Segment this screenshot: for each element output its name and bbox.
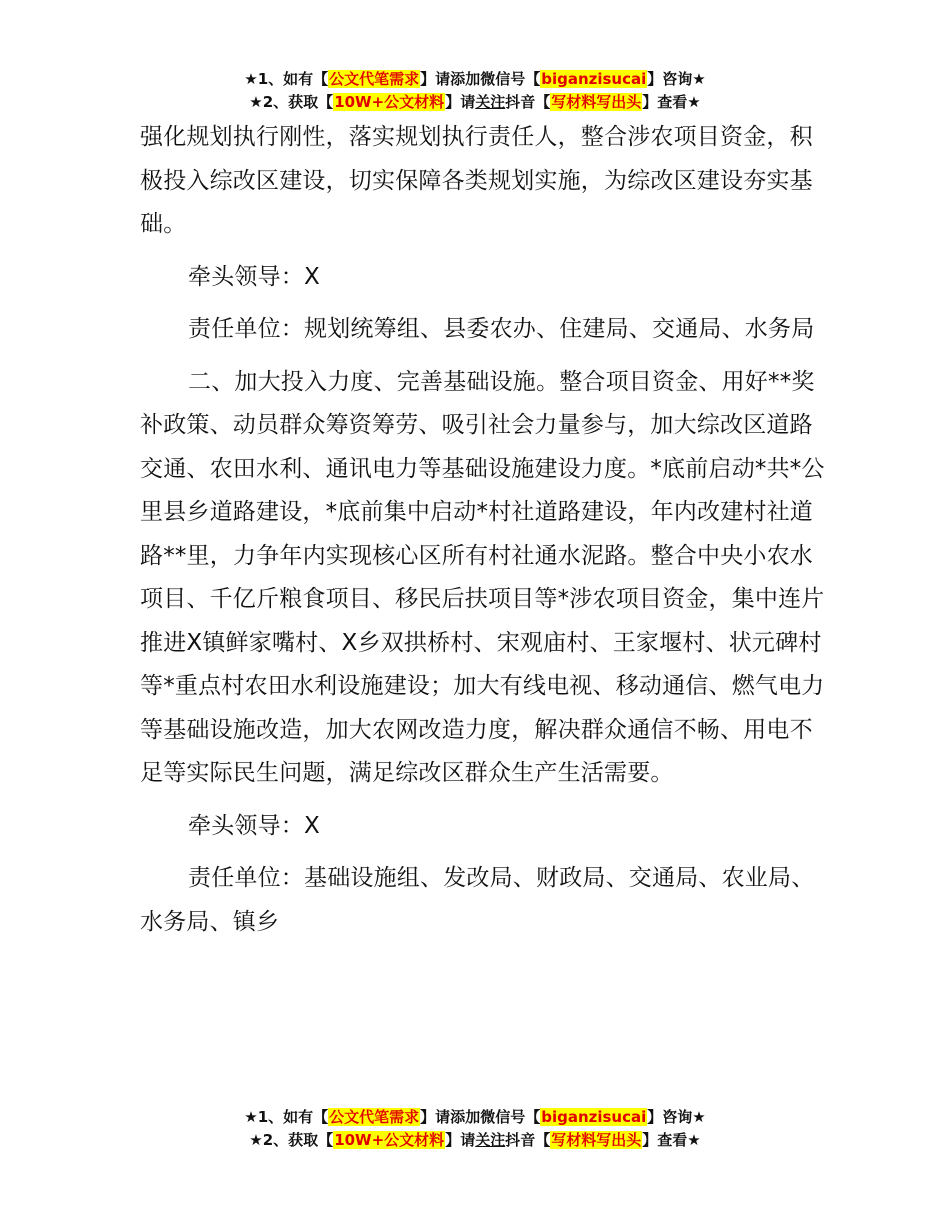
footer-line-2: [0, 1129, 950, 1152]
banner-text: 】请: [445, 93, 476, 111]
banner-text: 抖音【: [505, 1131, 551, 1149]
header-banner: [0, 68, 950, 114]
banner-underlined: 关注: [475, 93, 506, 111]
footer-line-1: [0, 1106, 950, 1129]
banner-underlined: 关注: [475, 1131, 506, 1149]
document-body: [140, 116, 834, 953]
banner-text: ★2、获取【: [249, 93, 334, 111]
lead-leader-1: 牵头领导：X: [188, 263, 320, 290]
banner-wechat-id: biganzisucai: [541, 70, 647, 88]
banner-text: 】咨询★: [647, 1108, 706, 1126]
banner-wechat-id: biganzisucai: [541, 1108, 647, 1126]
footer-banner: [0, 1106, 950, 1152]
banner-text: ★2、获取【: [249, 1131, 334, 1149]
banner-highlight: 10W+公文材料: [334, 93, 445, 111]
banner-line-1: [0, 68, 950, 91]
banner-text: 加: [465, 70, 481, 88]
banner-text: 】查看★: [642, 93, 701, 111]
banner-text: 】请添: [420, 70, 466, 88]
banner-text: 加: [465, 1108, 481, 1126]
section-two-paragraph: 二、加大投入力度、完善基础设施。整合项目资金、用好**奖补政策、动员群众筹资筹劳、吸引社会力量参与，加大综改区道路交通、农田水利、通讯电力等基础设施建设力度。*底前启动*共*公里县乡道路建设，*底前集中启动*村社道路建设，年内改建村社道路**里，力争年内实现核心区所有村社通水泥路。整合中央小农水项目、千亿斤粮食项目、移民后扶项目等*涉农项目资金，集中连片推进X镇鲜家嘴村、X乡双拱桥村、宋观庙村、王家堰村、状元碑村等*重点村农田水利设施建设；加大有线电视、移动通信、燃气电力等基础设施改造，加大农网改造力度，解决群众通信不畅、用电不足等实际民生问题，满足综改区群众生产生活需要。: [140, 368, 825, 786]
banner-text: 】请: [445, 1131, 476, 1149]
banner-text: 】咨询★: [647, 70, 706, 88]
responsible-units-1: 责任单位：规划统筹组、县委农办、住建局、交通局、水务局: [188, 316, 815, 342]
banner-highlight: 公文代笔需求: [329, 70, 420, 88]
responsible-units-2: 责任单位：基础设施组、发改局、财政局、交通局、农业局、水务局、镇乡: [140, 865, 815, 935]
banner-text: 】请添: [420, 1108, 466, 1126]
paragraph-continuation: 强化规划执行刚性，落实规划执行责任人，整合涉农项目资金，积极投入综改区建设，切实保障各类规划实施，为综改区建设夯实基础。: [140, 124, 813, 237]
lead-leader-2: 牵头领导：X: [188, 812, 320, 839]
banner-text: 微信号【: [480, 70, 541, 88]
banner-line-2: [0, 91, 950, 114]
banner-text: 】查看★: [642, 1131, 701, 1149]
banner-text: ★1、如有【: [244, 1108, 329, 1126]
banner-highlight: 公文代笔需求: [329, 1108, 420, 1126]
banner-douyin-name: 写材料写出头: [551, 1131, 642, 1149]
banner-text: ★1、如有【: [244, 70, 329, 88]
banner-highlight: 10W+公文材料: [334, 1131, 445, 1149]
banner-text: 微信号【: [480, 1108, 541, 1126]
banner-text: 抖音【: [505, 93, 551, 111]
banner-douyin-name: 写材料写出头: [551, 93, 642, 111]
